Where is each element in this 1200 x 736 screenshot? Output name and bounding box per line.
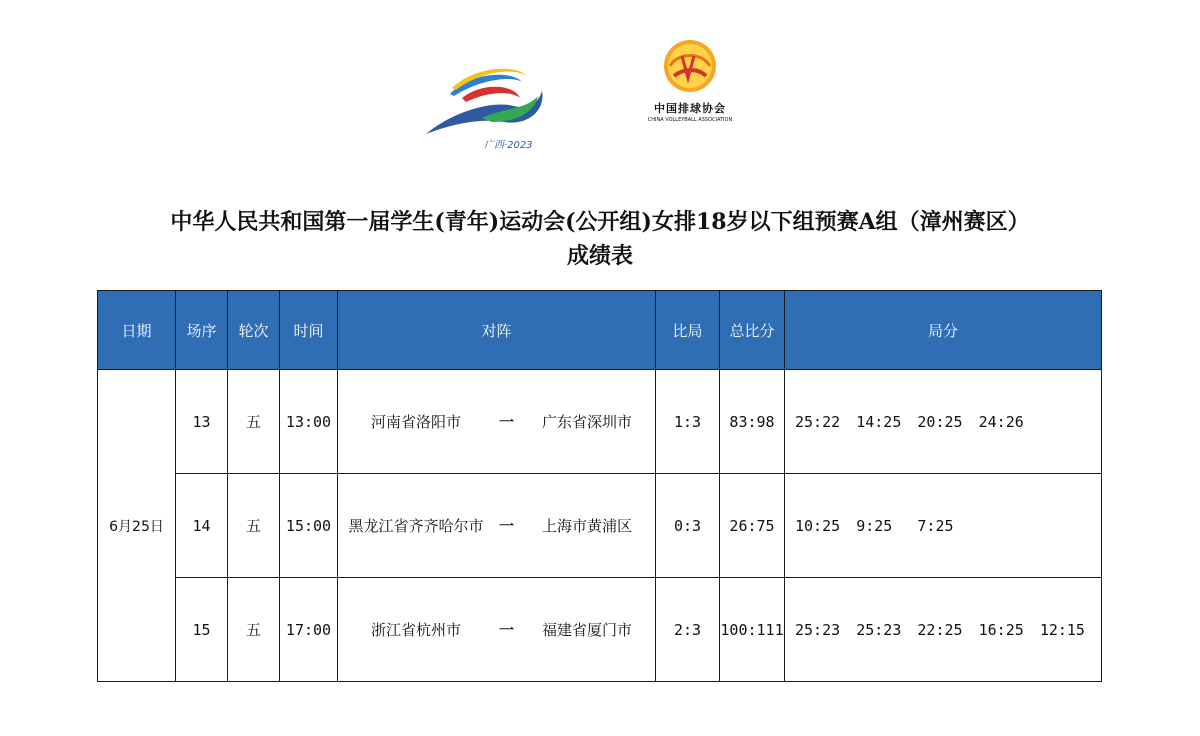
- time-cell: 15:00: [280, 474, 338, 578]
- results-table: [97, 290, 1102, 682]
- team-a: 黑龙江省齐齐哈尔市: [348, 517, 484, 535]
- versus-dash: 一: [498, 517, 514, 535]
- set-score-cell: 0:3: [656, 474, 720, 578]
- set-points-cell: [785, 370, 1102, 474]
- header-total-points: 总比分: [720, 291, 785, 370]
- header-set-score: 比局: [656, 291, 720, 370]
- header-time: 时间: [280, 291, 338, 370]
- header-round: 轮次: [228, 291, 280, 370]
- time-cell: 17:00: [280, 578, 338, 682]
- total-points-cell: 100:111: [720, 578, 785, 682]
- round-cell: 五: [228, 370, 280, 474]
- table-header-row: [98, 291, 1102, 370]
- matchup-cell: [338, 370, 656, 474]
- versus-dash: 一: [498, 413, 514, 431]
- total-points-cell: 26:75: [720, 474, 785, 578]
- set-score: 16:25: [978, 620, 1024, 639]
- team-a: 浙江省杭州市: [370, 621, 461, 639]
- association-name-en: CHINA VOLLEYBALL ASSOCIATION: [647, 117, 733, 123]
- set-score: 20:25: [917, 412, 963, 431]
- set-score: 14:25: [856, 412, 902, 431]
- set-score: 7:25: [917, 516, 954, 535]
- match-no-cell: 15: [176, 578, 228, 682]
- set-score: 25:23: [795, 620, 841, 639]
- header-date: 日期: [98, 291, 176, 370]
- time-cell: 13:00: [280, 370, 338, 474]
- student-games-logo: [422, 52, 552, 151]
- results-table-container: [97, 290, 1101, 686]
- team-b: 广东省深圳市: [541, 413, 632, 431]
- total-points-cell: 83:98: [720, 370, 785, 474]
- association-name: 中国排球协会: [654, 102, 726, 115]
- set-score: 22:25: [917, 620, 963, 639]
- volleyball-association-logo: [642, 38, 738, 134]
- page-title: 中华人民共和国第一届学生(青年)运动会(公开组)女排18岁以下组预赛A组（漳州赛区）: [170, 209, 1030, 235]
- date-cell: 6月25日: [98, 370, 176, 682]
- header-match-no: 场序: [176, 291, 228, 370]
- table-row: [98, 474, 1102, 578]
- match-no-cell: 14: [176, 474, 228, 578]
- logos-area: [0, 38, 1200, 151]
- set-score-cell: 1:3: [656, 370, 720, 474]
- set-score-cell: 2:3: [656, 578, 720, 682]
- page-subtitle: 成绩表: [566, 243, 633, 269]
- set-points-cell: [785, 474, 1102, 578]
- matchup-cell: [338, 578, 656, 682]
- set-score: 9:25: [856, 516, 893, 535]
- volleyball-icon: [642, 38, 738, 98]
- team-b: 福建省厦门市: [541, 621, 632, 639]
- round-cell: 五: [228, 474, 280, 578]
- set-points-cell: [785, 578, 1102, 682]
- set-score: 25:23: [856, 620, 902, 639]
- versus-dash: 一: [498, 621, 514, 639]
- set-score: 25:22: [795, 412, 841, 431]
- student-games-emblem-icon: [422, 52, 552, 140]
- matchup-cell: [338, 474, 656, 578]
- header-set-points: 局分: [785, 291, 1102, 370]
- team-a: 河南省洛阳市: [370, 413, 461, 431]
- match-no-cell: 13: [176, 370, 228, 474]
- games-caption: 广西·2023: [484, 140, 533, 151]
- header-matchup: 对阵: [338, 291, 656, 370]
- table-row: [98, 370, 1102, 474]
- set-score: 12:15: [1039, 620, 1085, 639]
- set-score: 10:25: [795, 516, 841, 535]
- team-b: 上海市黄浦区: [541, 517, 632, 535]
- set-score: 24:26: [978, 412, 1024, 431]
- round-cell: 五: [228, 578, 280, 682]
- table-row: [98, 578, 1102, 682]
